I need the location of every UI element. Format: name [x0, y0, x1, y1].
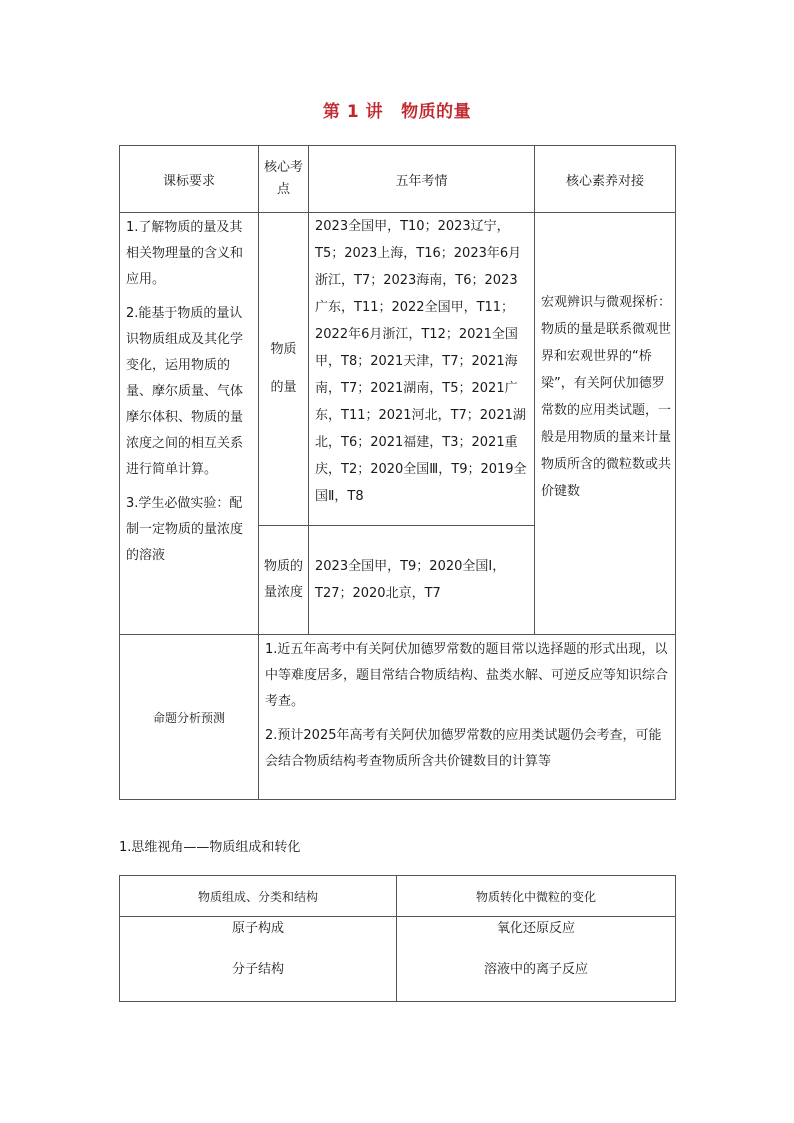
key-point-line: 的量: [270, 380, 297, 395]
header-key-point: 核心考点: [259, 146, 309, 213]
key-point-line: 物质的: [263, 559, 303, 574]
table-row: [120, 213, 676, 526]
page-title-topic: 物质的量: [401, 102, 472, 122]
key-point-line: 量浓度: [263, 585, 303, 600]
requirement-item: 2.能基于物质的量认识物质组成及其化学变化，运用物质的量、摩尔质量、气体摩尔体积、物质的量浓度之间的相互关系进行简单计算。: [126, 306, 244, 477]
transformation-cell: [397, 917, 676, 1002]
thinking-perspective-table: [119, 875, 676, 1002]
table-row: [120, 917, 676, 1002]
prediction-row: [120, 635, 676, 800]
page-title-lecture: 第 1 讲: [322, 102, 384, 122]
list-item: 分子结构: [231, 962, 284, 977]
header-core-literacy: 核心素养对接: [535, 146, 676, 213]
header-requirements: 课标要求: [120, 146, 259, 213]
view-table-header-row: [120, 876, 676, 917]
requirement-item: 1.了解物质的量及其相关物理量的含义和应用。: [126, 220, 244, 287]
requirement-item: 3.学生必做实验：配制一定物质的量浓度的溶液: [126, 496, 244, 563]
core-literacy-cell: 宏观辨识与微观探析：物质的量是联系微观世界和宏观世界的“桥梁”，有关阿伏加德罗常数的应用类试题，一般是用物质的量来计量物质所含的微粒数或共价键数: [535, 213, 676, 635]
page-title: [0, 97, 794, 122]
exams-cell: 2023全国甲，T10；2023辽宁，T5；2023上海，T16；2023年6月浙江，T7；2023海南，T6；2023广东，T11；2022全国甲，T11；2022年6月浙江，T12；2021全国甲，T8；2021天津，T7；2021海南，T7；2021湖南，T5；2021广东，T11；2021河北，T7；2021湖北，T6；2021福建，T3；2021重庆，T2；2020全国Ⅲ，T9；2019全国Ⅱ，T8: [309, 213, 535, 526]
key-point-cell: [259, 213, 309, 526]
list-item: 原子构成: [231, 921, 284, 936]
curriculum-table: [119, 145, 676, 800]
list-item: 溶液中的离子反应: [483, 962, 588, 977]
requirements-cell: [120, 213, 259, 635]
section-heading: 1.思维视角——物质组成和转化: [119, 840, 301, 855]
prediction-item: 2.预计2025年高考有关阿伏加德罗常数的应用类试题仍会考查，可能会结合物质结构考查物质所含共价键数目的计算等: [265, 728, 662, 769]
key-point-line: 物质: [270, 342, 297, 357]
prediction-item: 1.近五年高考中有关阿伏加德罗常数的题目常以选择题的形式出现，以中等难度居多，题目常结合物质结构、盐类水解、可逆反应等知识综合考查。: [265, 642, 669, 709]
prediction-label: 命题分析预测: [120, 635, 259, 800]
key-point-cell: [259, 526, 309, 635]
exams-cell: 2023全国甲，T9；2020全国Ⅰ，T27；2020北京，T7: [309, 526, 535, 635]
prediction-cell: [259, 635, 676, 800]
header-transformation: 物质转化中微粒的变化: [397, 876, 676, 917]
header-exams: 五年考情: [309, 146, 535, 213]
curriculum-table-header-row: [120, 146, 676, 213]
list-item: 氧化还原反应: [496, 921, 575, 936]
header-composition: 物质组成、分类和结构: [120, 876, 397, 917]
composition-cell: [120, 917, 397, 1002]
